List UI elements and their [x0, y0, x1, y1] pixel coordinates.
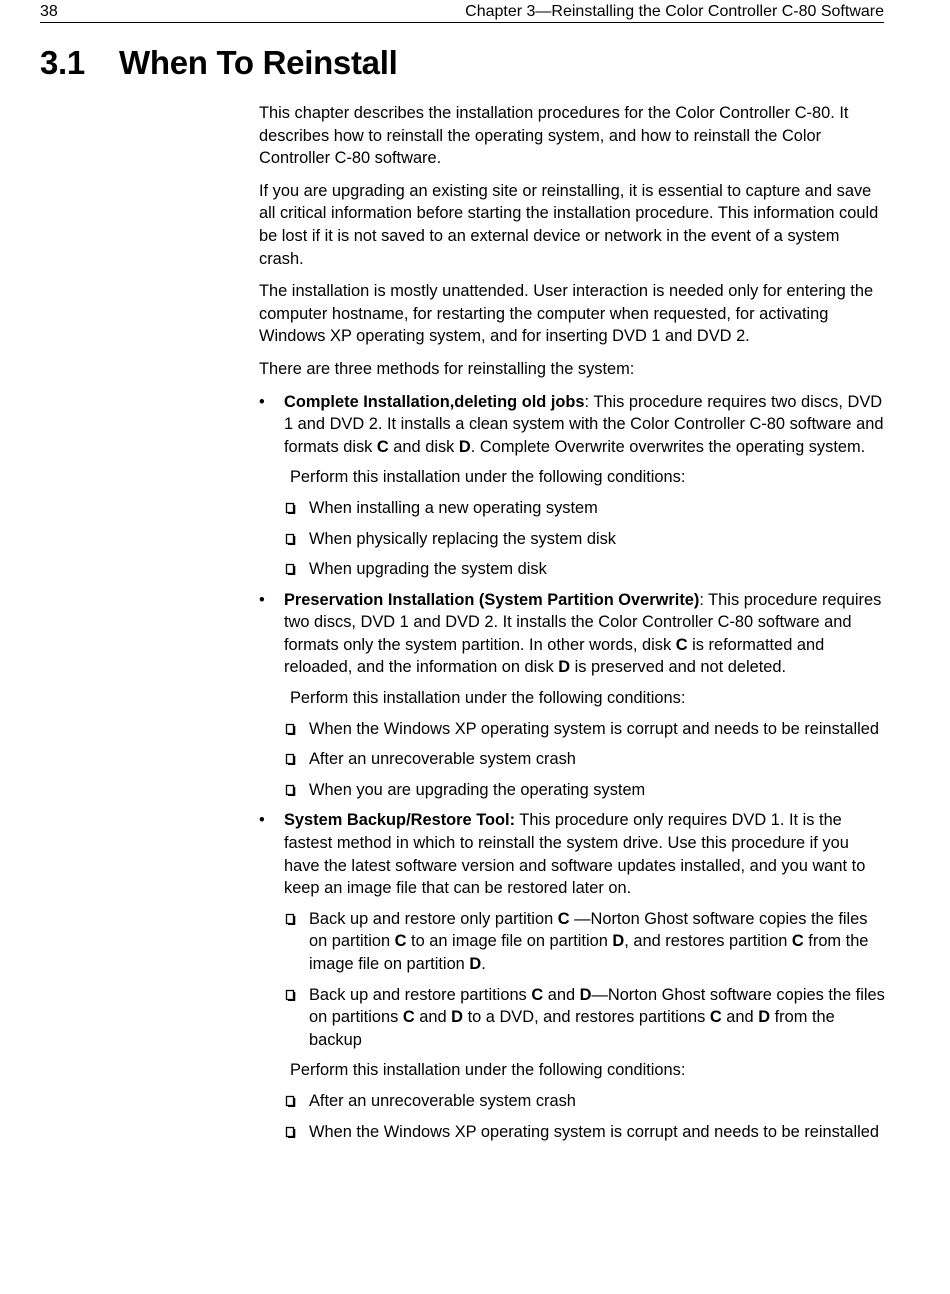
- condition-item: [259, 718, 887, 741]
- method-desc: : This procedure requires two discs, DVD 1 and DVD 2. It installs a clean system with the Color Controller C-80 software and formats disk: [284, 392, 884, 456]
- option-text: and: [721, 1008, 759, 1027]
- checkbox-bullet-icon: [285, 723, 296, 735]
- disk-label: D: [579, 985, 592, 1004]
- paragraph: If you are upgrading an existing site or reinstalling, it is essential to capture and save all critical information before starting the installation procedure. This information could be lost if it is not saved to an external device or network in the event of a system crash.: [259, 181, 879, 268]
- option-text: .: [481, 955, 486, 973]
- option-text: , and restores partition: [624, 932, 792, 951]
- body-text: [259, 102, 887, 1151]
- conditions-intro: Perform this installation under the following conditions:: [290, 689, 686, 708]
- disk-label: C: [531, 985, 544, 1004]
- conditions-intro: Perform this installation under the following conditions:: [290, 1061, 686, 1080]
- disk-label: C: [394, 932, 407, 951]
- condition-text: When the Windows XP operating system is corrupt and needs to be reinstalled: [309, 1122, 880, 1141]
- checkbox-bullet-icon: [285, 753, 296, 765]
- bullet-icon: •: [259, 392, 265, 411]
- option-text: Back up and restore only partition: [309, 909, 558, 928]
- disk-label: D: [451, 1008, 464, 1027]
- section-heading: [40, 44, 397, 82]
- option-text: Back up and restore partitions: [309, 985, 532, 1004]
- page-number: 38: [40, 3, 58, 20]
- option-text: —Norton Ghost software copies the files on partitions: [309, 985, 885, 1027]
- disk-label: C: [675, 635, 688, 654]
- condition-item: [259, 779, 887, 802]
- disk-label: D: [612, 932, 625, 951]
- condition-item: [259, 1121, 887, 1144]
- checkbox-bullet-icon: [285, 563, 296, 575]
- paragraph: There are three methods for reinstalling the system:: [259, 359, 635, 378]
- running-header: [40, 3, 884, 23]
- option-text: from the backup: [309, 1008, 835, 1049]
- condition-text: After an unrecoverable system crash: [309, 750, 576, 769]
- bullet-icon: •: [259, 811, 265, 830]
- method-desc: . Complete Overwrite overwrites the operating system.: [470, 437, 866, 456]
- disk-label: C: [709, 1008, 722, 1027]
- disk-label: C: [376, 437, 389, 456]
- method-desc: is reformatted and reloaded, and the information on disk: [284, 635, 825, 677]
- option-text: —Norton Ghost software copies the files on partition: [309, 909, 868, 951]
- method-desc: : This procedure requires two discs, DVD 1 and DVD 2. It installs the Color Controller C-80 software and formats only the system partition. In other words, disk: [284, 590, 882, 654]
- option-text: to a DVD, and restores partitions: [463, 1008, 710, 1027]
- disk-label: D: [758, 1008, 771, 1027]
- disk-label: C: [557, 909, 570, 928]
- disk-label: C: [791, 932, 804, 951]
- chapter-title: Chapter 3—Reinstalling the Color Controller C-80 Software: [465, 3, 884, 20]
- method-bullet: [259, 391, 887, 459]
- method-bullet: [259, 589, 887, 679]
- method-name: Complete Installation,deleting old jobs: [284, 392, 585, 411]
- checkbox-bullet-icon: [285, 502, 296, 514]
- condition-item: [259, 1090, 887, 1113]
- condition-text: After an unrecoverable system crash: [309, 1091, 576, 1110]
- condition-item: [259, 497, 887, 520]
- disk-label: D: [558, 658, 571, 677]
- method-desc: and disk: [388, 437, 459, 456]
- condition-text: When physically replacing the system disk: [309, 529, 616, 548]
- checkbox-bullet-icon: [285, 913, 296, 925]
- disk-label: D: [469, 955, 482, 973]
- checkbox-bullet-icon: [285, 1126, 296, 1138]
- checkbox-bullet-icon: [285, 533, 296, 545]
- disk-label: D: [458, 437, 471, 456]
- condition-text: When installing a new operating system: [309, 498, 598, 517]
- method-desc: This procedure only requires DVD 1. It is the fastest method in which to reinstall the system drive. Use this procedure if you have the latest software version and software updates installed, and you want to keep an image file that can be restored later on.: [284, 811, 866, 898]
- option-text: and: [414, 1008, 452, 1027]
- method-desc: is preserved and not deleted.: [570, 658, 787, 677]
- method-name: Preservation Installation (System Partition Overwrite): [284, 590, 700, 609]
- conditions-intro: Perform this installation under the following conditions:: [290, 468, 686, 487]
- paragraph: The installation is mostly unattended. User interaction is needed only for entering the computer hostname, for restarting the computer when requested, for activating Windows XP operating system, and for inserting DVD 1 and DVD 2.: [259, 282, 874, 346]
- checkbox-bullet-icon: [285, 1095, 296, 1107]
- option-text: to an image file on partition: [406, 932, 613, 951]
- bullet-icon: •: [259, 590, 265, 609]
- condition-text: When you are upgrading the operating system: [309, 780, 646, 799]
- condition-text: When the Windows XP operating system is corrupt and needs to be reinstalled: [309, 719, 880, 738]
- condition-item: [259, 558, 887, 581]
- option-text: and: [543, 985, 580, 1004]
- paragraph: This chapter describes the installation procedures for the Color Controller C-80. It describes how to reinstall the operating system, and how to reinstall the Color Controller C-80 software.: [259, 104, 849, 168]
- option-item: [259, 908, 887, 976]
- method-name: System Backup/Restore Tool:: [284, 811, 516, 830]
- condition-item: [259, 748, 887, 771]
- method-bullet: [259, 809, 887, 899]
- condition-item: [259, 528, 887, 551]
- checkbox-bullet-icon: [285, 989, 296, 1001]
- option-item: [259, 984, 887, 1052]
- checkbox-bullet-icon: [285, 784, 296, 796]
- option-text: from the image file on partition: [309, 932, 869, 973]
- section-number: 3.1: [40, 44, 85, 81]
- section-title: When To Reinstall: [119, 44, 398, 81]
- condition-text: When upgrading the system disk: [309, 560, 547, 579]
- disk-label: C: [402, 1008, 415, 1027]
